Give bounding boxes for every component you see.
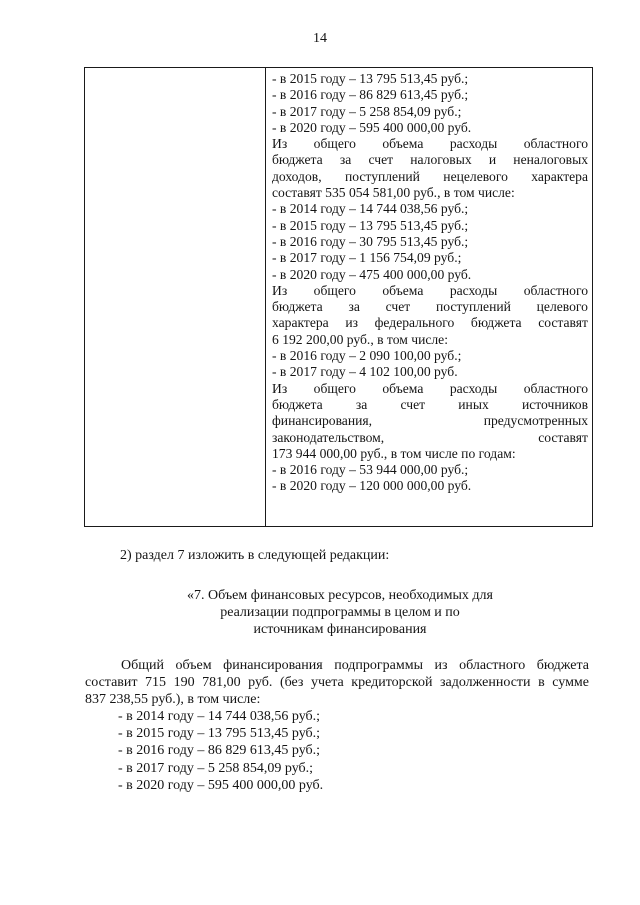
table-line: - в 2016 году – 86 829 613,45 руб.; [272,87,469,103]
list-item: - в 2020 году – 595 400 000,00 руб. [118,777,324,793]
paragraph-line: Из общего объема расходы областного [272,380,588,396]
table-column-divider [265,68,266,526]
list-item: - в 2016 году – 86 829 613,45 руб.; [118,743,321,759]
amendment-instruction: 2) раздел 7 изложить в следующей редакции: [120,548,390,563]
body-paragraph [85,657,589,708]
table-line: - в 2017 году – 4 102 100,00 руб. [272,364,458,380]
list-item: - в 2017 году – 5 258 854,09 руб.; [118,760,314,776]
paragraph-line: бюджета за счет налоговых и неналоговых [272,152,588,168]
paragraph-line: 6 192 200,00 руб., в том числе: [272,331,448,347]
body-line: 837 238,55 руб.), в том числе: [85,692,261,707]
table-line: - в 2014 году – 14 744 038,56 руб.; [272,201,469,217]
table-line: - в 2017 году – 5 258 854,09 руб.; [272,103,462,119]
paragraph-line: Из общего объема расходы областного [272,136,588,152]
table-line: - в 2020 году – 595 400 000,00 руб. [272,119,472,135]
list-item: - в 2014 году – 14 744 038,56 руб.; [118,709,321,724]
table-line: - в 2020 году – 120 000 000,00 руб. [272,478,472,494]
section-title [150,587,530,638]
section-title-line: источникам финансирования [253,622,427,637]
paragraph-line: доходов, поступлений нецелевого характера [272,168,588,184]
paragraph-line: бюджета за счет поступлений целевого [272,299,588,315]
paragraph-line: характера из федерального бюджета составят [272,315,588,331]
table-line: - в 2015 году – 13 795 513,45 руб.; [272,71,469,86]
paragraph-line: финансирования, предусмотренных [272,413,588,429]
table-line: - в 2016 году – 2 090 100,00 руб.; [272,348,462,364]
body-line: Общий объем финансирования подпрограммы из областного бюджета [121,658,589,673]
list-item: - в 2015 году – 13 795 513,45 руб.; [118,726,321,742]
table-line: - в 2020 году – 475 400 000,00 руб. [272,266,472,282]
body-line: составит 715 190 781,00 руб. (без учета кредиторской задолженности в сумме [85,675,589,690]
financing-table [84,67,593,527]
paragraph-line: 173 944 000,00 руб., в том числе по годам: [272,445,516,461]
section-title-line: «7. Объем финансовых ресурсов, необходимых для [187,588,493,603]
table-line: - в 2016 году – 30 795 513,45 руб.; [272,233,469,249]
section-title-line: реализации подпрограммы в целом и по [220,605,460,620]
page-number: 14 [313,31,327,46]
table-line: - в 2017 году – 1 156 754,09 руб.; [272,250,462,266]
table-line: - в 2016 году – 53 944 000,00 руб.; [272,462,469,478]
table-right-cell [272,71,588,495]
table-line: - в 2015 году – 13 795 513,45 руб.; [272,217,469,233]
paragraph-line: составят 535 054 581,00 руб., в том числе: [272,185,515,201]
paragraph-line: бюджета за счет иных источников [272,396,588,412]
paragraph-line: Из общего объема расходы областного [272,282,588,298]
paragraph-line: законодательством, составят [272,429,588,445]
years-list [118,708,323,794]
